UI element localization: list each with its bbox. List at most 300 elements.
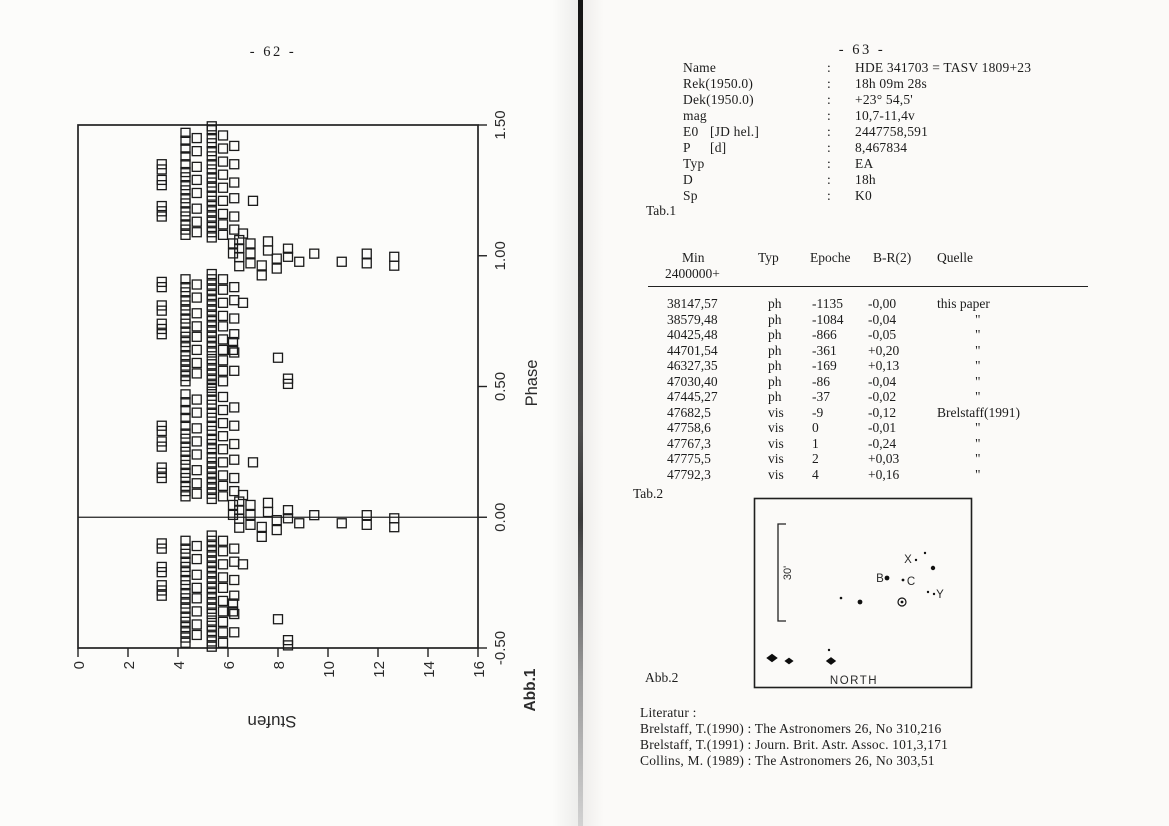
data-point-square [157,468,166,477]
data-point-square [192,175,201,184]
info-label: Sp [683,188,698,203]
data-point-square [207,542,216,551]
data-point-square [249,196,258,205]
table-row [648,358,1098,374]
data-point-square [230,296,239,305]
info-row [683,172,1031,188]
book-gutter [578,0,583,826]
data-point-square [264,498,273,507]
data-point-square [192,332,201,341]
cell-typ: ph [768,342,782,358]
data-point-square [181,623,190,632]
star-dot [858,600,863,605]
data-point-square [157,212,166,221]
data-point-square [157,301,166,310]
literature-entry: Brelstaff, T.(1991) : Journ. Brit. Astr. Assoc. 101,3,171 [640,737,949,752]
plot-frame [78,125,478,648]
comparison-star-label: C [906,576,916,588]
data-point-square [157,319,166,328]
info-row [683,124,1031,140]
cell-quelle: " [975,435,981,451]
data-point-square [295,257,304,266]
scan-right-page [582,0,1169,826]
data-point-square [181,638,190,647]
data-point-square [181,230,190,239]
data-point-square [246,259,255,268]
data-point-square [219,196,228,205]
data-point-square [219,406,228,415]
phase-tick-label: -0.50 [492,630,509,666]
data-point-square [264,508,273,517]
phase-tick-label: 1.50 [492,110,509,140]
data-point-square [230,141,239,150]
data-point-square [207,547,216,556]
col-header-typ: Typ [758,250,779,265]
data-point-square [230,366,239,375]
cell-epoche: 0 [812,420,819,435]
info-separator: : [827,156,831,171]
info-row [683,76,1031,92]
info-row [683,156,1031,172]
data-point-square [362,520,371,529]
data-point-square [157,160,166,169]
minima-table [648,250,1098,482]
data-point-square [207,301,216,310]
data-point-square [219,366,228,375]
data-point-square [207,196,216,205]
data-point-square [207,280,216,289]
tab2-caption: Tab.2 [633,486,664,501]
bright-star-diamond [784,658,793,665]
info-value: 2447758,591 [855,124,929,139]
col-header-br2: B-R(2) [873,250,912,265]
data-point-square [219,377,228,386]
stufen-axis-title: Stufen [247,712,297,731]
data-point-square [181,628,190,637]
cell-min: 47767,3 [667,435,711,451]
data-point-square [157,207,166,216]
data-point-square [207,458,216,467]
info-row [683,92,1031,108]
data-point-square [157,277,166,286]
data-point-square [207,355,216,364]
data-point-square [157,324,166,333]
data-point-square [207,290,216,299]
data-point-square [157,568,166,577]
cell-br2: +0,03 [868,451,900,466]
data-point-square [181,366,190,375]
data-point-square [181,225,190,234]
table-row [648,296,1098,312]
cell-br2: +0,16 [868,466,900,482]
data-point-square [219,298,228,307]
table-row [648,405,1098,421]
info-label: Dek(1950.0) [683,92,754,107]
data-point-square [219,183,228,192]
bright-star-diamond [826,657,836,665]
data-point-square [207,632,216,641]
phase-tick-label: 0.00 [492,502,509,532]
data-point-square [192,583,201,592]
page-number-right: - 63 - [838,42,886,58]
data-point-square [284,636,293,645]
data-point-square [235,497,244,506]
data-point-square [207,370,216,379]
cell-epoche: 2 [812,451,819,466]
star-dot [840,597,843,600]
data-point-square [207,296,216,305]
cell-min: 47445,27 [667,389,718,404]
scale-label: 30' [782,565,794,581]
data-point-square [192,620,201,629]
data-point-square [192,228,201,237]
info-label: D [683,172,693,187]
data-point-square [207,275,216,284]
info-row [683,140,1031,156]
minima-table-body [648,296,1098,482]
info-label: Name [683,60,717,75]
data-point-square [235,253,244,262]
abb1-caption: Abb.1 [522,668,539,712]
data-point-square [219,209,228,218]
star-dot [902,579,905,582]
data-point-square [239,298,248,307]
info-separator: : [827,124,831,139]
minima-table-header [648,250,1098,281]
data-point-square [219,617,228,626]
literature-entry: Brelstaff, T.(1990) : The Astronomers 26, No 310,216 [640,721,942,736]
data-point-square [230,440,239,449]
data-point-square [264,246,273,255]
data-point-square [219,345,228,354]
cell-epoche: -1135 [812,296,843,311]
data-point-square [207,212,216,221]
data-point-square [272,526,281,535]
cell-quelle: this paper [937,296,990,311]
phase-tick-label: 1.00 [492,241,509,271]
data-point-square [207,557,216,566]
data-point-square [219,445,228,454]
cell-br2: -0,00 [868,296,897,311]
comparison-star-label: Y [936,589,944,601]
cell-epoche: -169 [812,358,837,373]
data-point-square [207,348,216,357]
data-point-square [219,573,228,582]
stufen-tick-label: 6 [221,661,238,670]
data-point-square [219,547,228,556]
comparison-star-label: B [876,573,884,585]
cell-typ: ph [768,389,782,404]
data-point-square [207,599,216,608]
data-point-square [257,532,266,541]
table-row [648,436,1098,452]
star-dot [933,593,935,595]
data-point-square [192,309,201,318]
info-separator: : [827,140,831,155]
data-point-square [219,170,228,179]
data-point-square [310,511,319,520]
data-point-square [219,131,228,140]
cell-typ: vis [768,451,784,466]
data-point-square [192,369,201,378]
cell-typ: ph [768,296,782,311]
cell-quelle: " [975,342,981,358]
stufen-tick-label: 14 [421,661,438,678]
data-point-square [284,379,293,388]
data-point-square [239,229,248,238]
data-point-square [219,275,228,284]
cell-epoche: -1084 [812,311,844,327]
data-point-square [284,374,293,383]
data-point-square [257,522,266,531]
cell-br2: +0,20 [868,342,900,358]
cell-min: 47682,5 [667,404,711,420]
data-point-square [157,562,166,571]
data-point-square [192,217,201,226]
data-point-square [219,638,228,647]
cell-min: 38147,57 [667,296,718,311]
cell-min: 47792,3 [667,466,711,482]
data-point-square [181,617,190,626]
data-point-square [181,562,190,571]
star-dot [927,591,929,593]
data-point-square [274,353,283,362]
data-point-square [257,261,266,270]
info-value: 18h 09m 28s [855,76,927,91]
table-row [648,389,1098,405]
data-point-square [362,249,371,258]
data-point-square [157,330,166,339]
stufen-tick-label: 2 [121,661,138,670]
cell-epoche: -37 [812,389,830,404]
literature-section [640,705,948,769]
data-point-square [390,252,399,261]
data-point-square [157,442,166,451]
data-point-square [192,293,201,302]
data-point-square [362,259,371,268]
info-row [683,60,1031,76]
table-row [648,467,1098,483]
star-dot [915,559,917,561]
data-point-square [337,257,346,266]
table-row [648,374,1098,390]
data-point-square [207,573,216,582]
tab1-caption: Tab.1 [646,203,677,218]
data-point-square [207,327,216,336]
data-point-square [219,492,228,501]
cell-br2: -0,04 [868,373,897,389]
info-label: Rek(1950.0) [683,76,754,91]
data-point-square [246,510,255,519]
data-point-square [235,262,244,271]
data-point-square [219,220,228,229]
cell-br2: -0,12 [868,404,897,420]
north-label: NORTH [829,675,879,687]
data-point-square [207,474,216,483]
cell-min: 38579,48 [667,311,718,327]
cell-br2: -0,24 [868,435,897,451]
data-point-square [192,162,201,171]
data-point-square [192,358,201,367]
data-point-square [157,306,166,315]
data-point-square [219,230,228,239]
data-point-square [219,481,228,490]
data-point-square [230,455,239,464]
data-point-square [207,589,216,598]
data-point-square [192,489,201,498]
cell-epoche: 1 [812,435,819,451]
data-point-square [207,228,216,237]
data-point-square [192,134,201,143]
data-point-square [207,365,216,374]
cell-br2: -0,01 [868,420,897,435]
info-separator: : [827,60,831,75]
data-point-square [230,576,239,585]
data-point-square [219,536,228,545]
data-point-square [207,217,216,226]
cell-quelle: " [975,420,981,435]
data-point-square [157,181,166,190]
data-point-square [207,233,216,242]
info-value: 8,467834 [855,140,908,155]
data-point-square [235,236,244,245]
cell-br2: -0,04 [868,311,897,327]
data-point-square [219,311,228,320]
col-header-epoche: Epoche [810,250,851,265]
scan-left-page [0,0,578,826]
data-point-square [246,239,255,248]
cell-epoche: -86 [812,373,830,389]
data-point-square [157,426,166,435]
cell-epoche: 4 [812,466,819,482]
data-point-square [207,311,216,320]
data-point-square [230,628,239,637]
gutter-shadow-left [552,0,578,826]
data-point-square [207,489,216,498]
data-point-square [192,542,201,551]
info-label: P [d] [683,140,727,155]
data-point-square [207,531,216,540]
info-separator: : [827,108,831,123]
data-point-square [192,630,201,639]
stufen-tick-label: 4 [171,661,188,670]
cell-epoche: -9 [812,404,824,420]
info-unit: [JD hel.] [710,124,760,139]
data-point-square [157,581,166,590]
data-point-square [246,500,255,509]
data-point-square [192,188,201,197]
data-point-square [207,381,216,390]
cell-epoche: -361 [812,342,837,358]
cell-min: 44701,54 [667,342,718,358]
data-point-square [207,440,216,449]
data-point-square [181,594,190,603]
data-point-square [157,437,166,446]
cell-quelle: " [975,451,981,466]
star-dot [828,649,830,651]
data-point-square [239,560,248,569]
finder-chart-figure [753,497,973,689]
abb2-caption: Abb.2 [645,670,679,685]
info-unit: [d] [710,140,727,155]
data-point-square [207,604,216,613]
data-point-square [235,523,244,532]
data-point-square [272,264,281,273]
data-point-square [207,583,216,592]
table-row [648,343,1098,359]
table-row [648,327,1098,343]
data-point-square [219,144,228,153]
data-point-square [192,147,201,156]
data-point-square [337,519,346,528]
cell-typ: vis [768,404,784,420]
data-point-square [181,361,190,370]
data-point-square [230,403,239,412]
col-header-quelle: Quelle [937,250,973,265]
data-point-square [207,562,216,571]
data-point-square [230,178,239,187]
data-point-square [207,178,216,187]
data-point-square [219,596,228,605]
data-point-square [207,616,216,625]
data-point-square [295,519,304,528]
table-row [648,312,1098,328]
data-point-square [310,249,319,258]
data-point-square [192,280,201,289]
data-point-square [219,471,228,480]
info-value: EA [855,156,874,171]
data-point-square [390,261,399,270]
data-point-square [219,322,228,331]
data-point-square [207,494,216,503]
data-point-square [235,514,244,523]
star-dot [885,576,890,581]
data-point-square [207,578,216,587]
data-point-square [230,194,239,203]
cell-min: 47758,6 [667,420,711,435]
stufen-tick-label: 8 [271,661,288,670]
data-point-square [207,637,216,646]
data-point-square [181,633,190,642]
data-point-square [219,419,228,428]
info-value: K0 [855,188,872,203]
data-point-square [157,539,166,548]
data-point-square [157,175,166,184]
cell-br2: -0,02 [868,389,897,404]
data-point-square [181,377,190,386]
data-point-square [181,487,190,496]
page-number-left: - 62 - [249,44,297,60]
stufen-tick-label: 12 [371,661,388,678]
data-point-square [207,270,216,279]
data-point-square [207,627,216,636]
data-point-square [181,356,190,365]
data-point-square [181,492,190,501]
data-point-square [157,586,166,595]
data-point-square [207,642,216,651]
data-point-square [192,555,201,564]
cell-min: 46327,35 [667,358,718,373]
data-point-square [219,583,228,592]
cell-quelle: " [975,358,981,373]
data-point-square [207,610,216,619]
data-point-square [192,204,201,213]
col-header-min: Min 2400000+ [665,250,720,281]
data-point-square [207,594,216,603]
info-label: E0 [JD hel.] [683,124,760,139]
data-point-square [207,207,216,216]
data-point-square [219,335,228,344]
